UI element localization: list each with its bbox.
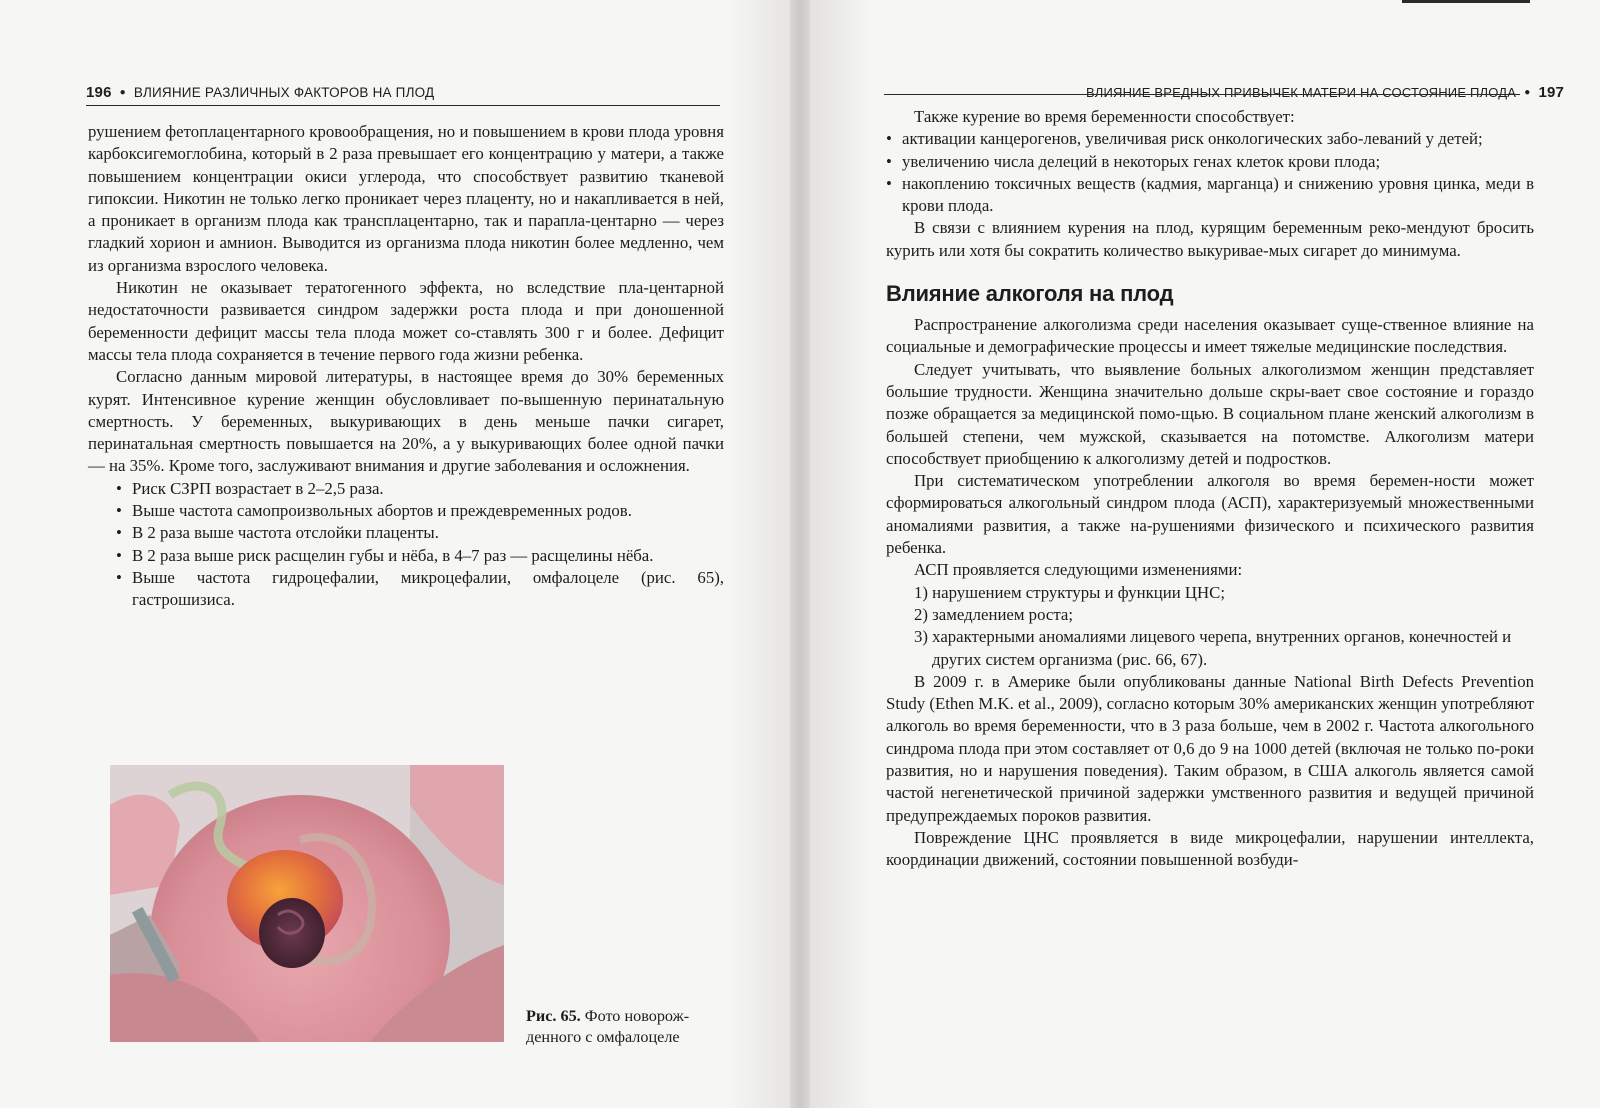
right-header-title: ВЛИЯНИЕ ВРЕДНЫХ ПРИВЫЧЕК МАТЕРИ НА СОСТОЯНИЕ ПЛОДА bbox=[1086, 84, 1517, 100]
list-item: • активации канцерогенов, увеличивая риск онкологических забо-леваний у детей; bbox=[886, 128, 1534, 150]
list-item: 3) характерными аномалиями лицевого черепа, внутренних органов, конечностей и других систем организма (рис. 66, 67). bbox=[914, 627, 1512, 669]
risk-list bbox=[116, 478, 724, 612]
section-title: Влияние алкоголя на плод bbox=[886, 281, 1174, 307]
header-bullet: ● bbox=[119, 86, 126, 98]
figure-caption bbox=[526, 1006, 726, 1048]
left-running-header bbox=[86, 80, 434, 104]
page-number-right: 197 bbox=[1538, 83, 1565, 101]
paragraph: Согласно данным мировой литературы, в настоящее время до 30% беременных курят. Интенсивное курение женщин обусловливает по-вышенную перинатальную смертность. У беременных, выкуривающих в день меньше пачки сигарет, перинатальная смертность повышается на 20%, а у выкуривающих более одной пачки — на 35%. Кроме того, заслуживают внимания и другие заболевания и осложнения. bbox=[88, 367, 724, 476]
smoking-effects-list bbox=[886, 128, 1534, 217]
list-item: • увеличению числа делеций в некоторых генах клеток крови плода; bbox=[886, 151, 1534, 173]
list-item: • накоплению токсичных веществ (кадмия, марганца) и снижению уровня цинка, меди в крови плода. bbox=[886, 173, 1534, 218]
figure-caption-text: Фото новорож-денного с омфалоцеле bbox=[526, 1007, 690, 1046]
asp-manifestations-list bbox=[886, 582, 1534, 671]
newborn-photo-illustration bbox=[110, 765, 504, 1042]
list-item: • Выше частота самопроизвольных абортов и преждевременных родов. bbox=[116, 500, 724, 522]
page-number-left: 196 bbox=[86, 83, 112, 101]
list-item: • Выше частота гидроцефалии, микроцефалии, омфалоцеле (рис. 65), гастрошизиса. bbox=[116, 567, 724, 612]
list-item: • В 2 раза выше риск расщелин губы и нёба, в 4–7 раз — расщелины нёба. bbox=[116, 545, 724, 567]
list-item: • Риск СЗРП возрастает в 2–2,5 раза. bbox=[116, 478, 724, 500]
paragraph: Повреждение ЦНС проявляется в виде микроцефалии, нарушении интеллекта, координации движений, состоянии повышенной возбуди- bbox=[886, 827, 1534, 870]
left-text-column bbox=[88, 121, 724, 612]
list-item: • В 2 раза выше частота отслойки плаценты. bbox=[116, 522, 724, 544]
paragraph: Следует учитывать, что выявление больных алкоголизмом женщин представляет большие трудности. Женщина значительно дольше скры-вает свое состояние и гораздо позже обращается за медицинской помо-щью. В социальном плане женский алкоголизм в большей степени, чем мужской, сказывается на потомстве. Алкоголизм матери способствует приобщению к алкоголизму детей и подростков. bbox=[886, 359, 1534, 468]
book-gutter bbox=[790, 0, 810, 1108]
paragraph: При систематическом употреблении алкоголя во время беремен-ности может сформироваться алкогольный синдром плода (АСП), характеризуемый множественными аномалиями развития, а также на-рушениями физического и психического развития ребенка. bbox=[886, 471, 1534, 558]
paragraph: АСП проявляется следующими изменениями: bbox=[914, 560, 1243, 580]
right-running-header bbox=[1086, 80, 1564, 104]
list-item: 1) нарушением структуры и функции ЦНС; bbox=[914, 582, 1225, 602]
paragraph: В связи с влиянием курения на плод, курящим беременным реко-мендуют бросить курить или хотя бы сократить количество выкуривае-мых сигарет до минимума. bbox=[886, 218, 1534, 260]
paragraph: Также курение во время беременности способствует: bbox=[914, 107, 1295, 126]
header-bullet: ● bbox=[1524, 86, 1531, 98]
paragraph: Распространение алкоголизма среди населения оказывает суще-ственное влияние на социальные и демографические процессы и имеет тяжелые медицинские последствия. bbox=[886, 315, 1534, 357]
list-item: 2) замедлением роста; bbox=[914, 604, 1073, 624]
left-header-title: ВЛИЯНИЕ РАЗЛИЧНЫХ ФАКТОРОВ НА ПЛОД bbox=[133, 84, 435, 100]
paragraph: В 2009 г. в Америке были опубликованы данные National Birth Defects Prevention Study (Ethen M.K. et al., 2009), согласно которым 30% американских женщин употребляют алкоголь во время беременности, что в 3 раза больше, чем в 2002 г. Частота алкогольного синдрома плода при этом составляет от 0,6 до 9 на 1000 детей (включая не только по-роки развития, но и нарушения поведения). Таким образом, в США алкоголь является самой частой негенетической причиной задержки умственного развития и ведущей причиной предупреждаемых пороков развития. bbox=[886, 671, 1534, 825]
figure-label: Рис. 65. bbox=[526, 1007, 581, 1025]
top-edge-mark bbox=[1402, 0, 1530, 3]
right-text-column bbox=[886, 106, 1534, 872]
right-header-rule bbox=[884, 94, 1520, 95]
paragraph: рушением фетоплацентарного кровообращения, но и повышением в крови плода уровня карбоксигемоглобина, который в 2 раза превышает его концентрацию у матери, а также повышением концентрации окиси углерода, что способствует развитию тканевой гипоксии. Никотин не только легко проникает через плаценту, но и накапливается в ней, а проникает в организм плода как трансплацентарно, так и парапла-центарно — через гладкий хорион и амнион. Выводится из организма плода никотин более медленно, чем из организма взрослого человека. bbox=[88, 122, 724, 275]
figure-omphalocele-photo bbox=[110, 765, 504, 1042]
paragraph: Никотин не оказывает тератогенного эффекта, но вследствие пла-центарной недостаточности развивается синдром задержки роста плода и при доношенной беременности дефицит массы тела плода может со-ставлять 300 г и более. Дефицит массы тела плода сохраняется в течение первого года жизни ребенка. bbox=[88, 278, 724, 364]
left-header-rule bbox=[86, 105, 720, 106]
